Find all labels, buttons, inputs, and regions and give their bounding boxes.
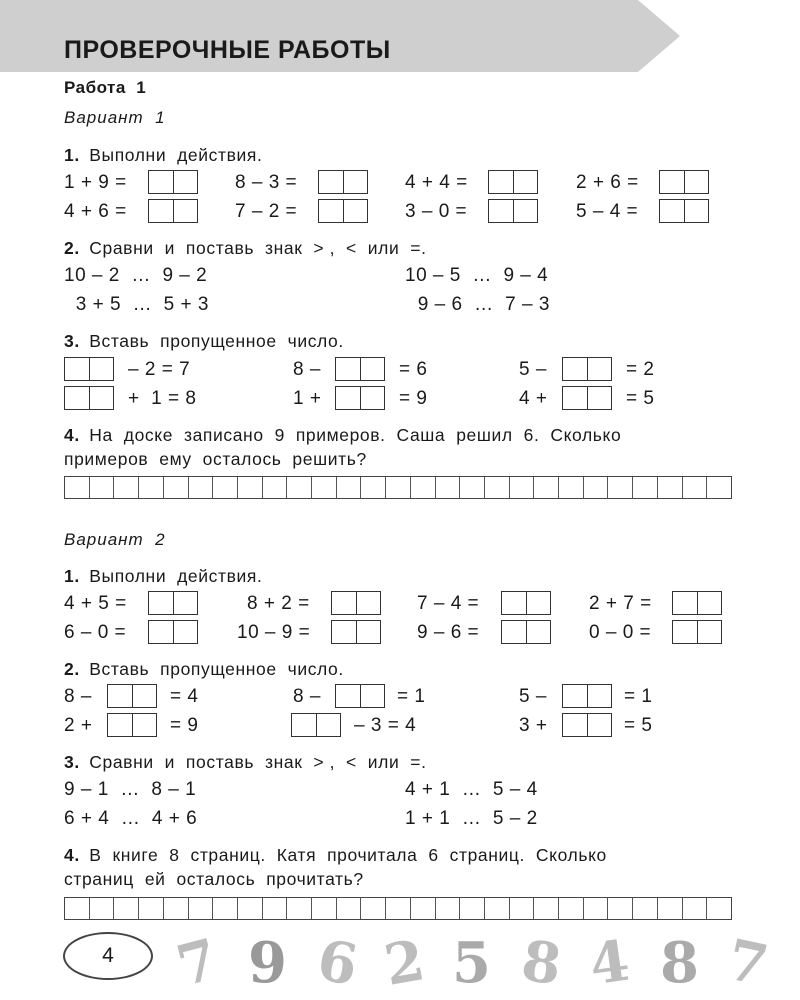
v1-t1-expr: 4 + 4 = <box>405 172 468 193</box>
answer-box[interactable] <box>148 620 198 644</box>
answer-box[interactable] <box>488 199 538 223</box>
v1-t1-expr: 3 – 0 = <box>405 201 468 222</box>
answer-box[interactable] <box>148 170 198 194</box>
decorative-digit: 7 <box>170 926 225 1000</box>
compare-expression: 3 + 5 … 5 + 3 <box>70 294 209 315</box>
answer-box[interactable] <box>501 620 551 644</box>
decorative-digit: 8 <box>660 930 699 996</box>
equation-part: = 9 <box>170 715 199 736</box>
v2-task4-text: страниц ей осталось прочитать? <box>64 869 364 889</box>
answer-strip[interactable] <box>64 476 732 499</box>
v2-t1-expr: 6 – 0 = <box>64 622 127 643</box>
equation-part: 8 – <box>64 686 92 707</box>
decorative-digit: 9 <box>248 930 287 996</box>
answer-box[interactable] <box>291 713 341 737</box>
answer-box[interactable] <box>562 713 612 737</box>
equation-part: = 5 <box>624 715 653 736</box>
v1-t1-expr: 1 + 9 = <box>64 172 127 193</box>
equation-part: 8 – <box>293 686 321 707</box>
decorative-digit: 4 <box>585 927 634 999</box>
compare-expression: 10 – 2 … 9 – 2 <box>64 265 208 286</box>
answer-box[interactable] <box>659 170 709 194</box>
answer-box[interactable] <box>148 591 198 615</box>
v2-t1-expr: 7 – 4 = <box>417 593 480 614</box>
compare-expression: 1 + 1 … 5 – 2 <box>405 808 538 829</box>
decorative-digit: 7 <box>721 926 774 1000</box>
equation-part: 5 – <box>519 359 547 380</box>
answer-box[interactable] <box>107 684 157 708</box>
answer-box[interactable] <box>64 357 114 381</box>
decorative-digit: 2 <box>379 927 430 999</box>
v1-t1-expr: 4 + 6 = <box>64 201 127 222</box>
equation-part: – 2 = 7 <box>128 359 191 380</box>
v2-t1-expr: 10 – 9 = <box>237 622 311 643</box>
decorative-digit: 5 <box>452 930 491 996</box>
answer-box[interactable] <box>335 357 385 381</box>
equation-part: = 1 <box>397 686 426 707</box>
compare-expression: 6 + 4 … 4 + 6 <box>64 808 198 829</box>
compare-expression: 9 – 6 … 7 – 3 <box>412 294 550 315</box>
answer-box[interactable] <box>562 684 612 708</box>
equation-part: = 1 <box>624 686 653 707</box>
equation-part: 1 + <box>293 388 322 409</box>
answer-box[interactable] <box>318 199 368 223</box>
v2-task3-heading: 3. Сравни и поставь знак > , < или =. <box>64 752 427 772</box>
page-title: ПРОВЕРОЧНЫЕ РАБОТЫ <box>64 36 391 64</box>
decorative-digit: 8 <box>517 927 566 999</box>
compare-expression: 10 – 5 … 9 – 4 <box>405 265 549 286</box>
v2-task1-heading: 1. Выполни действия. <box>64 566 263 586</box>
answer-box[interactable] <box>148 199 198 223</box>
answer-box[interactable] <box>562 386 612 410</box>
v2-task4-heading: 4. В книге 8 страниц. Катя прочитала 6 страниц. Сколько <box>64 845 607 865</box>
v2-t1-expr: 8 + 2 = <box>247 593 310 614</box>
equation-part: = 6 <box>399 359 428 380</box>
v1-t1-expr: 7 – 2 = <box>235 201 298 222</box>
answer-box[interactable] <box>672 620 722 644</box>
decorative-digit: 6 <box>312 927 363 999</box>
answer-box[interactable] <box>659 199 709 223</box>
v2-t1-expr: 9 – 6 = <box>417 622 480 643</box>
answer-box[interactable] <box>501 591 551 615</box>
page-number: 4 <box>63 932 153 980</box>
variant-2-label: Вариант 2 <box>64 530 166 549</box>
v2-task2-heading: 2. Вставь пропущенное число. <box>64 659 344 679</box>
answer-box[interactable] <box>331 591 381 615</box>
v1-t1-expr: 2 + 6 = <box>576 172 639 193</box>
v1-task2-heading: 2. Сравни и поставь знак > , < или =. <box>64 238 427 258</box>
v1-task1-heading: 1. Выполни действия. <box>64 145 263 165</box>
v2-t1-expr: 2 + 7 = <box>589 593 652 614</box>
equation-part: 2 + <box>64 715 93 736</box>
v2-t1-expr: 4 + 5 = <box>64 593 127 614</box>
v1-task3-heading: 3. Вставь пропущенное число. <box>64 331 344 351</box>
equation-part: 4 + <box>519 388 548 409</box>
answer-box[interactable] <box>335 684 385 708</box>
v1-task4-heading: 4. На доске записано 9 примеров. Саша решил 6. Сколько <box>64 425 622 445</box>
v2-t1-expr: 0 – 0 = <box>589 622 652 643</box>
v1-t1-expr: 8 – 3 = <box>235 172 298 193</box>
equation-part: = 9 <box>399 388 428 409</box>
answer-box[interactable] <box>335 386 385 410</box>
compare-expression: 4 + 1 … 5 – 4 <box>405 779 538 800</box>
answer-box[interactable] <box>672 591 722 615</box>
answer-box[interactable] <box>562 357 612 381</box>
answer-strip[interactable] <box>64 897 732 920</box>
equation-part: = 5 <box>626 388 655 409</box>
answer-box[interactable] <box>331 620 381 644</box>
equation-part: + 1 = 8 <box>128 388 197 409</box>
v1-t1-expr: 5 – 4 = <box>576 201 639 222</box>
answer-box[interactable] <box>64 386 114 410</box>
equation-part: = 4 <box>170 686 199 707</box>
answer-box[interactable] <box>318 170 368 194</box>
answer-box[interactable] <box>488 170 538 194</box>
answer-box[interactable] <box>107 713 157 737</box>
equation-part: 8 – <box>293 359 321 380</box>
equation-part: 5 – <box>519 686 547 707</box>
equation-part: = 2 <box>626 359 655 380</box>
compare-expression: 9 – 1 … 8 – 1 <box>64 779 197 800</box>
variant-1-label: Вариант 1 <box>64 108 166 127</box>
equation-part: – 3 = 4 <box>354 715 417 736</box>
v1-task4-text: примеров ему осталось решить? <box>64 449 367 469</box>
equation-part: 3 + <box>519 715 548 736</box>
work-title: Работа 1 <box>64 78 147 97</box>
